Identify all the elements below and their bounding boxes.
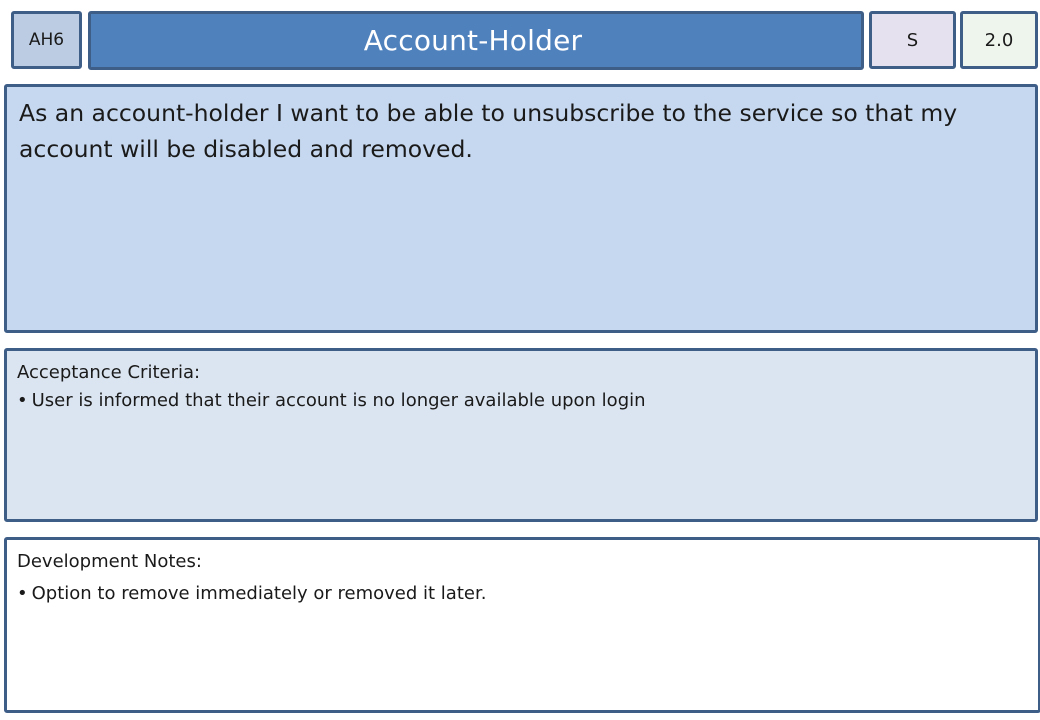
acceptance-heading: Acceptance Criteria: — [17, 362, 201, 383]
acceptance-item-text: User is informed that their account is no longer available upon login — [31, 390, 646, 411]
story-id-tag — [11, 11, 82, 69]
acceptance-item — [17, 387, 1025, 415]
role-title: Account-Holder — [363, 24, 583, 57]
size-label: S — [906, 29, 919, 51]
bullet-icon: • — [17, 583, 28, 604]
size-tag — [869, 11, 956, 69]
role-title-bar — [88, 11, 864, 70]
notes-heading: Development Notes: — [17, 551, 202, 572]
bullet-icon: • — [17, 390, 28, 411]
notes-item — [17, 578, 1028, 610]
points-tag — [960, 11, 1038, 69]
notes-item-text: Option to remove immediately or removed it later. — [31, 583, 487, 604]
acceptance-criteria-box — [4, 348, 1038, 522]
user-story-text: As an account-holder I want to be able to unsubscribe to the service so that my account will be disabled and removed. — [19, 99, 958, 163]
development-notes-box — [4, 537, 1040, 713]
points-label: 2.0 — [984, 29, 1014, 51]
story-id-label: AH6 — [28, 30, 65, 50]
user-story-box — [4, 84, 1038, 333]
